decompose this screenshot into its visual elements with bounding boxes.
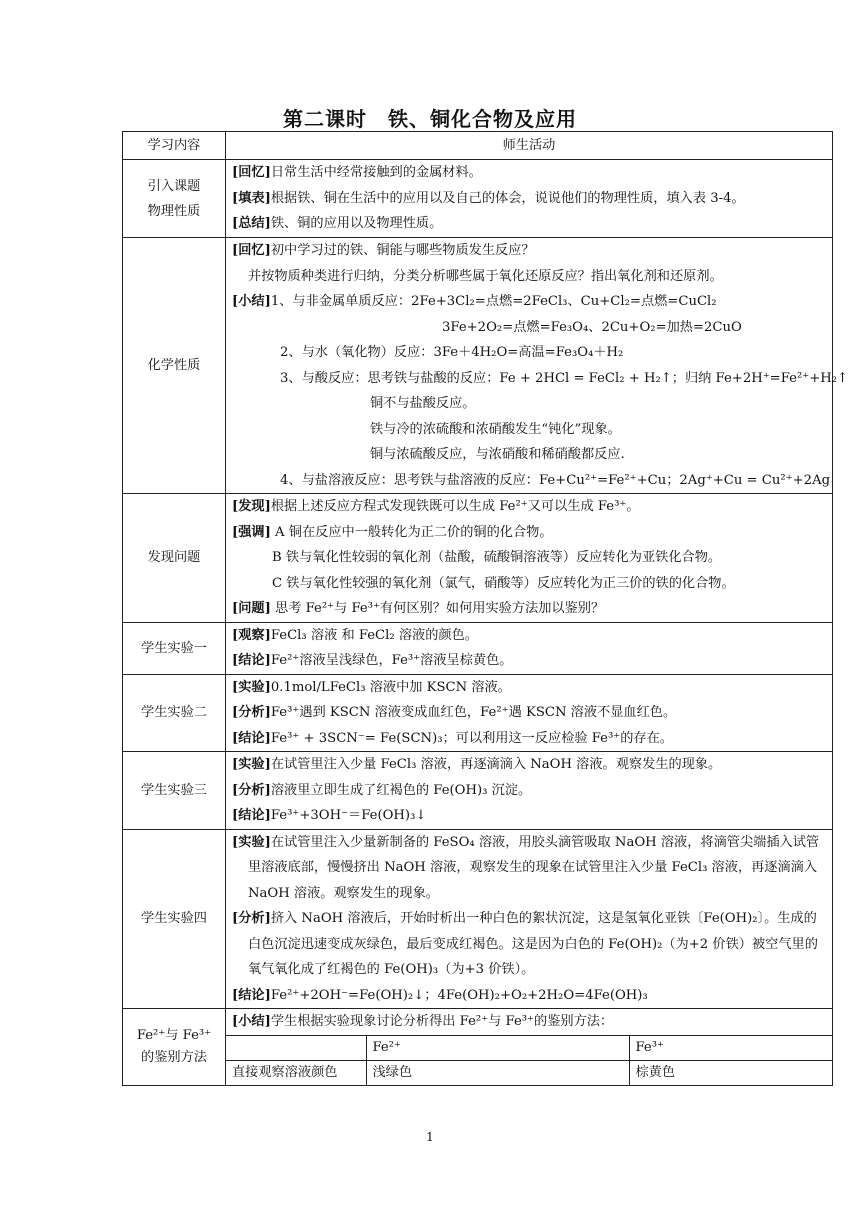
table-row [123,238,833,494]
text-line: 3Fe+2O₂=点燃=Fe₃O₄、2Cu+O₂=加热=2CuO [442,319,742,335]
row-content [226,829,833,1009]
text-line: [小结]1、与非金属单质反应：2Fe+3Cl₂=点燃=2FeCl₃、Cu+Cl₂=点燃=CuCl₂ [232,294,717,309]
row-label-line: 引入课题 [147,178,201,194]
text-line: [分析]挤入 NaOH 溶液后，开始时析出一种白色的絮状沉淀，这是氢氧化亚铁〔Fe(OH)₂〕。生成的白色沉淀迅速变成灰绿色，最后变成红褐色。这是因为白色的 Fe(OH)₂（为+2 价铁）被空气里的氧气氧化成了红褐色的 Fe(OH)₃（为+3 价铁）。 [232,911,818,977]
compare-cell: 直接观察溶液颜色 [226,1060,366,1085]
page-title: 第二课时 铁、铜化合物及应用 [283,107,577,131]
text-line: [分析]Fe³⁺遇到 KSCN 溶液变成血红色，Fe²⁺遇 KSCN 溶液不显血红色。 [232,705,677,720]
compare-header-row [226,1035,832,1060]
compare-header-cell: Fe²⁺ [366,1035,629,1060]
row-label: 发现问题 [123,494,226,623]
text-line: [总结]铁、铜的应用以及物理性质。 [232,216,443,231]
table-row [123,829,833,1009]
text-line: [强调] A 铜在反应中一般转化为正二价的铜的化合物。 [232,524,553,540]
text-line: [实验]在试管里注入少量新制备的 FeSO₄ 溶液，用胶头滴管吸取 NaOH 溶液，将滴管尖端插入试管里溶液底部，慢慢挤出 NaOH 溶液，观察发生的现象在试管里注入少量 FeCl₃ 溶液，再逐滴滴入 NaOH 溶液。观察发生的现象。 [232,834,820,901]
text-line: [发现]根据上述反应方程式发现铁既可以生成 Fe²⁺又可以生成 Fe³⁺。 [232,499,640,514]
text-line: [小结]学生根据实验现象讨论分析得出 Fe²⁺与 Fe³⁺的鉴别方法： [232,1014,614,1029]
text-line: [结论]Fe²⁺溶液呈浅绿色，Fe³⁺溶液呈棕黄色。 [232,653,513,668]
row-content [226,160,833,238]
row-content [226,494,833,623]
compare-cell: 棕黄色 [629,1060,832,1085]
table-header-row [123,132,833,160]
table-row [123,752,833,830]
text-line: [问题] 思考 Fe²⁺与 Fe³⁺有何区别？如何用实验方法加以鉴别？ [232,601,605,616]
text-line: 铜与浓硫酸反应，与浓硝酸和稀硝酸都反应. [370,447,625,462]
row-label: 学生实验四 [123,829,226,1009]
table-row [123,160,833,238]
text-line: [实验]在试管里注入少量 FeCl₃ 溶液，再逐滴滴入 NaOH 溶液。观察发生的现象。 [232,757,722,772]
row-content [226,674,833,752]
text-line: [结论]Fe³⁺+3OH⁻＝Fe(OH)₃↓ [232,808,427,823]
text-line: [回忆]初中学习过的铁、铜能与哪些物质发生反应？ [232,243,535,258]
row-label [123,1009,226,1086]
compare-header-cell: Fe³⁺ [629,1035,832,1060]
text-line: 并按物质种类进行归纳，分类分析哪些属于氧化还原反应？指出氧化剂和还原剂。 [248,268,723,284]
row-content [226,752,833,830]
row-content [226,622,833,674]
row-content [226,1009,833,1086]
table-row [123,1009,833,1086]
text-line: [回忆]日常生活中经常接触到的金属材料。 [232,165,482,180]
row-label: 学生实验三 [123,752,226,830]
text-line: [结论]Fe²⁺+2OH⁻=Fe(OH)₂↓；4Fe(OH)₂+O₂+2H₂O=4Fe(OH)₃ [232,987,648,1003]
header-col-activity: 师生活动 [226,132,833,160]
compare-cell: 浅绿色 [366,1060,629,1085]
row-label: 学生实验二 [123,674,226,752]
text-line: [结论]Fe³⁺ + 3SCN⁻= Fe(SCN)₃；可以利用这一反应检验 Fe³⁺的存在。 [232,730,673,746]
text-line: C 铁与氧化性较强的氧化剂（氯气，硝酸等）反应转化为正三价的铁的化合物。 [272,575,735,591]
row-label-line: 物理性质 [147,203,201,219]
text-line: 2、与水（氧化物）反应：3Fe＋4H₂O=高温=Fe₃O₄＋H₂ [280,345,624,360]
text-line: [观察]FeCl₃ 溶液 和 FeCl₂ 溶液的颜色。 [232,627,478,643]
compare-table [226,1035,832,1085]
compare-row [226,1060,832,1085]
row-content [226,238,849,494]
text-line: [填表]根据铁、铜在生活中的应用以及自己的体会，说说他们的物理性质，填入表 3-4。 [232,190,745,206]
compare-header-cell [226,1035,366,1060]
text-line: 3、与酸反应：思考铁与盐酸的反应：Fe + 2HCl = FeCl₂ + H₂↑；归纳 Fe+2H⁺=Fe²⁺+H₂↑ [280,370,849,386]
text-line: [分析]溶液里立即生成了红褐色的 Fe(OH)₃ 沉淀。 [232,782,532,798]
page-number: 1 [426,1130,434,1144]
table-row [123,674,833,752]
text-line: 铜不与盐酸反应。 [370,396,476,411]
table-row [123,494,833,623]
text-line: 4、与盐溶液反应：思考铁与盐溶液的反应：Fe+Cu²⁺=Fe²⁺+Cu；2Ag⁺+Cu = Cu²⁺+2Ag [280,472,831,488]
header-col-content: 学习内容 [123,132,226,160]
row-label-line: 的鉴别方法 [141,1049,207,1065]
lesson-table [122,131,849,1086]
text-line: [实验]0.1mol/LFeCl₃ 溶液中加 KSCN 溶液。 [232,679,511,695]
row-label-line: Fe²⁺与 Fe³⁺ [136,1027,212,1043]
row-label: 化学性质 [123,238,226,494]
text-line: B 铁与氧化性较弱的氧化剂（盐酸，硫酸铜溶液等）反应转化为亚铁化合物。 [272,550,722,565]
text-line: 铁与冷的浓硫酸和浓硝酸发生“钝化”现象。 [370,421,621,437]
row-label: 学生实验一 [123,622,226,674]
table-row [123,622,833,674]
row-label [123,160,226,238]
